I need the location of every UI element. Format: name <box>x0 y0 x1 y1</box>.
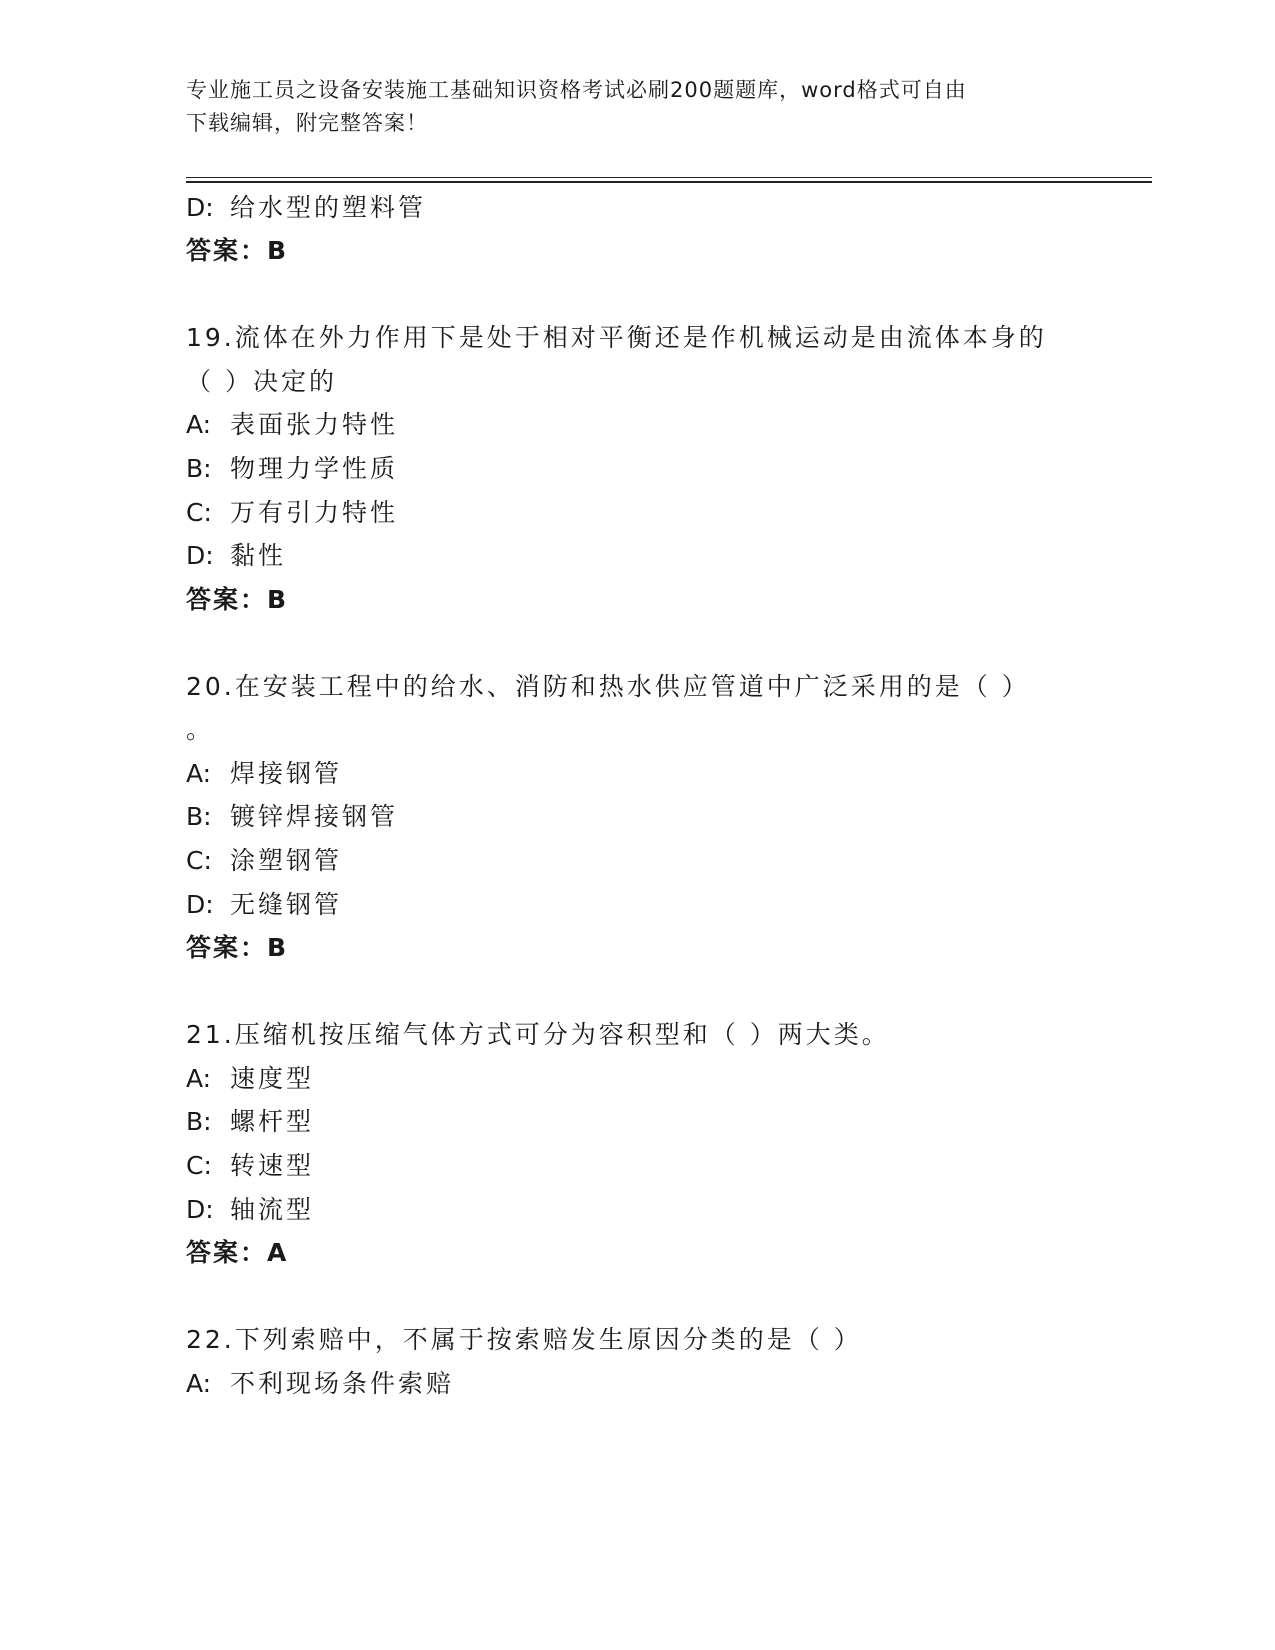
option-label: D: <box>186 890 214 919</box>
question-21-option-c <box>186 1151 314 1181</box>
option-label: B: <box>186 1107 212 1136</box>
option-text: 物理力学性质 <box>230 454 399 483</box>
option-d-carryover <box>186 193 426 223</box>
option-text: 给水型的塑料管 <box>230 193 427 222</box>
option-text: 速度型 <box>230 1064 315 1093</box>
option-text: 表面张力特性 <box>230 410 399 439</box>
question-19-option-b <box>186 454 398 484</box>
question-20-option-b <box>186 802 398 832</box>
question-21-answer: 答案：A <box>186 1238 289 1267</box>
question-21-option-a <box>186 1064 314 1094</box>
question-19-option-a <box>186 410 398 440</box>
option-label: B: <box>186 454 212 483</box>
option-text: 涂塑钢管 <box>230 846 343 875</box>
question-20-option-a <box>186 759 342 789</box>
question-22-option-a <box>186 1369 454 1399</box>
header-title-line-1: 专业施工员之设备安装施工基础知识资格考试必刷200题题库，word格式可自由 <box>186 78 967 102</box>
question-19-stem-line-2: （ ）决定的 <box>186 367 337 396</box>
option-text: 万有引力特性 <box>230 498 399 527</box>
option-text: 镀锌焊接钢管 <box>230 802 399 831</box>
answer-carryover: 答案：B <box>186 236 289 265</box>
option-text: 不利现场条件索赔 <box>230 1369 455 1398</box>
header-title-line-2: 下载编辑，附完整答案！ <box>186 111 428 135</box>
option-label: C: <box>186 1151 212 1180</box>
option-label: A: <box>186 1369 212 1398</box>
option-label: C: <box>186 846 212 875</box>
header-divider-thin <box>186 177 1152 178</box>
question-20-stem-line-2: 。 <box>186 715 215 744</box>
question-20-option-d <box>186 890 342 920</box>
option-label: A: <box>186 759 212 788</box>
option-text: 螺杆型 <box>230 1107 315 1136</box>
option-label: D: <box>186 541 214 570</box>
question-21-option-d <box>186 1195 314 1225</box>
question-22-stem: 22.下列索赔中，不属于按索赔发生原因分类的是（ ） <box>186 1325 862 1354</box>
option-label: B: <box>186 802 212 831</box>
option-label: A: <box>186 410 212 439</box>
question-21-option-b <box>186 1107 314 1137</box>
document-header <box>186 74 1066 140</box>
option-text: 黏性 <box>230 541 287 570</box>
question-21-stem: 21.压缩机按压缩气体方式可分为容积型和（ ）两大类。 <box>186 1020 890 1049</box>
question-20-answer: 答案：B <box>186 933 289 962</box>
question-19-answer: 答案：B <box>186 585 289 614</box>
question-19-stem-line-1: 19.流体在外力作用下是处于相对平衡还是作机械运动是由流体本身的 <box>186 323 1047 352</box>
question-20-option-c <box>186 846 342 876</box>
question-20-stem-line-1: 20.在安装工程中的给水、消防和热水供应管道中广泛采用的是（ ） <box>186 672 1030 701</box>
option-text: 轴流型 <box>230 1195 315 1224</box>
option-label: C: <box>186 498 212 527</box>
option-text: 无缝钢管 <box>230 890 343 919</box>
option-label: D: <box>186 1195 214 1224</box>
option-label: A: <box>186 1064 212 1093</box>
option-text: 焊接钢管 <box>230 759 343 788</box>
option-label: D: <box>186 193 214 222</box>
header-divider-thick <box>186 181 1152 183</box>
option-text: 转速型 <box>230 1151 315 1180</box>
question-19-option-d <box>186 541 286 571</box>
question-19-option-c <box>186 498 398 528</box>
